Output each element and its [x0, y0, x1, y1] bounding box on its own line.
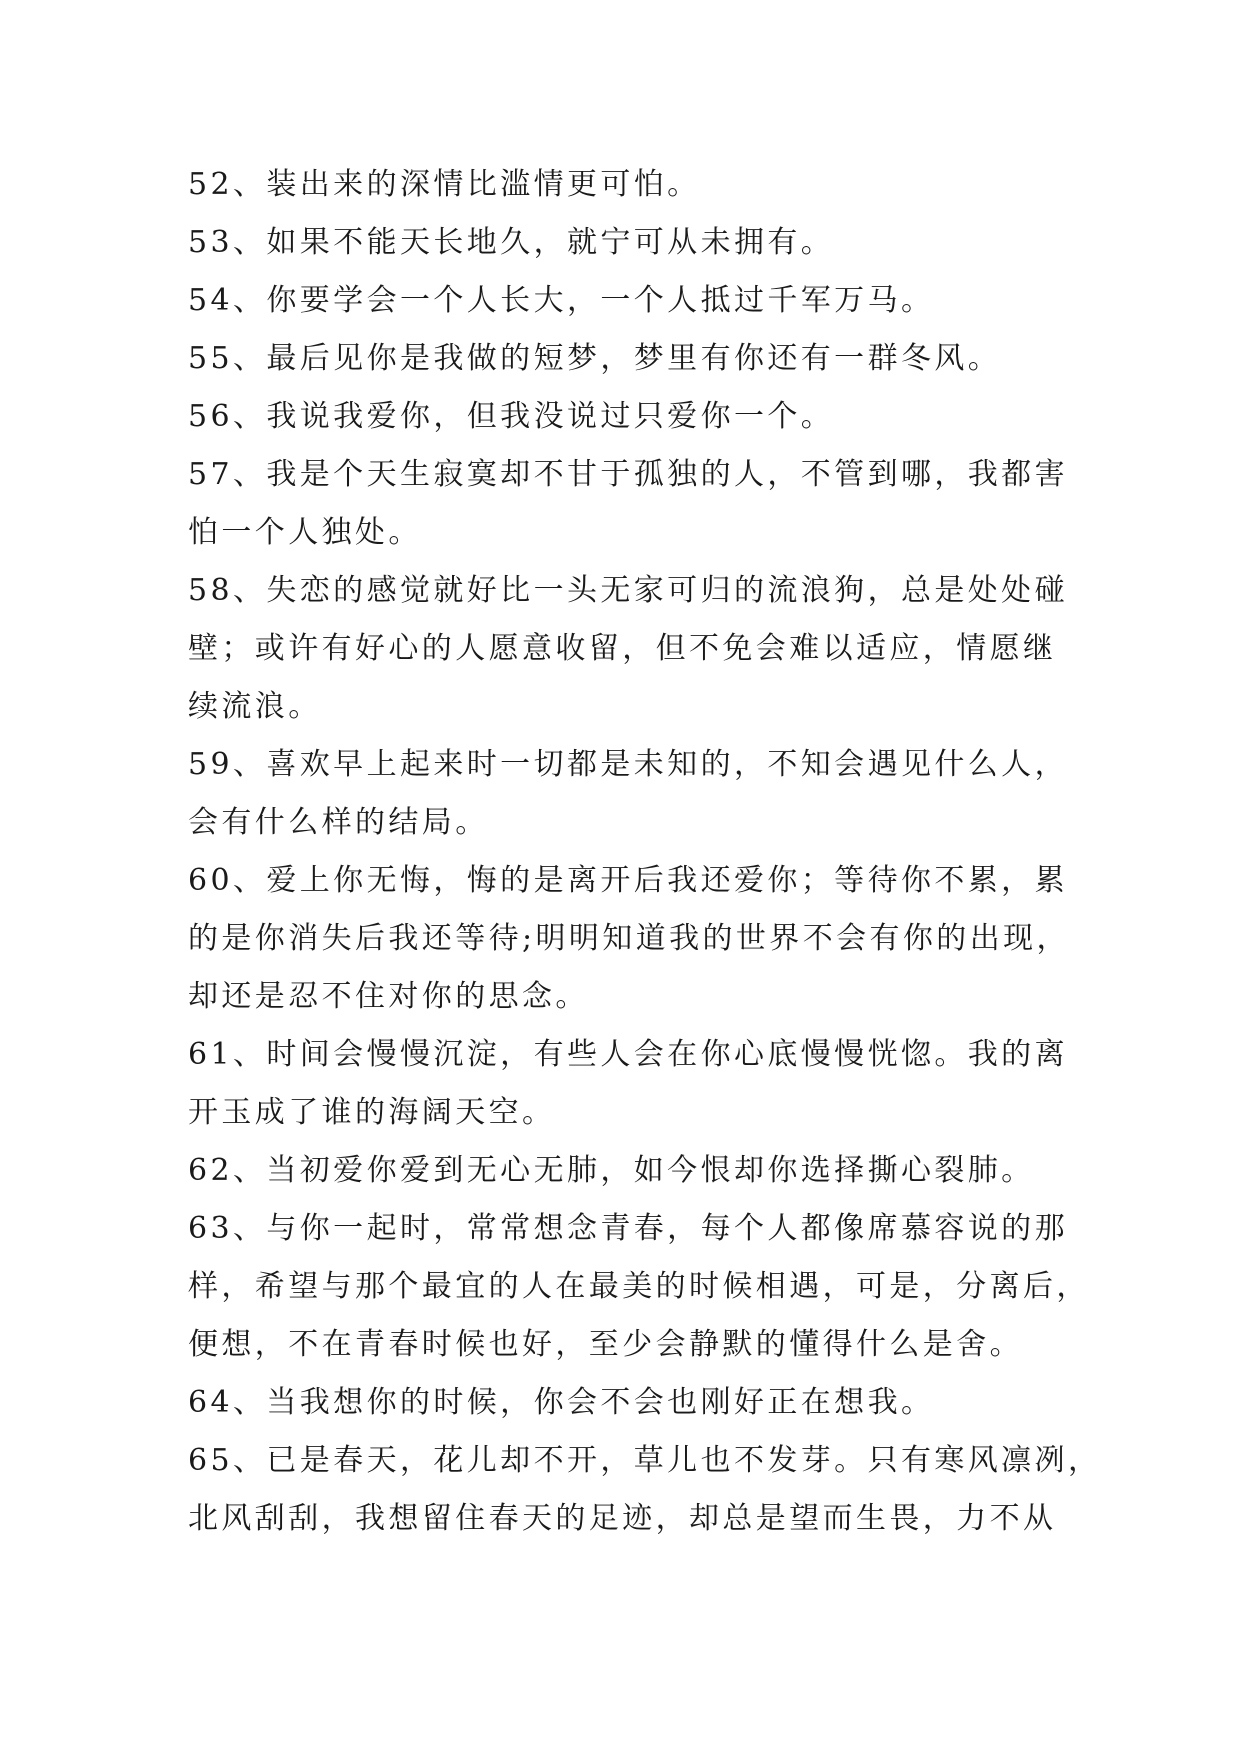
text-line: 北风刮刮，我想留住春天的足迹，却总是望而生畏，力不从 [188, 1501, 1057, 1536]
text-line: 55、最后见你是我做的短梦，梦里有你还有一群冬风。 [188, 341, 1002, 376]
text-line: 57、我是个天生寂寞却不甘于孤独的人，不管到哪，我都害 [188, 457, 1068, 492]
text-line: 56、我说我爱你，但我没说过只爱你一个。 [188, 399, 835, 434]
text-line: 样，希望与那个最宜的人在最美的时候相遇，可是，分离后， [188, 1269, 1090, 1304]
text-line: 53、如果不能天长地久，就宁可从未拥有。 [188, 225, 835, 260]
text-line: 开玉成了谁的海阔天空。 [188, 1095, 556, 1130]
text-line: 64、当我想你的时候，你会不会也刚好正在想我。 [188, 1385, 935, 1420]
text-line: 的是你消失后我还等待;明明知道我的世界不会有你的出现， [188, 921, 1070, 956]
text-line: 60、爱上你无悔，悔的是离开后我还爱你；等待你不累，累 [188, 863, 1068, 898]
text-line: 59、喜欢早上起来时一切都是未知的，不知会遇见什么人， [188, 747, 1068, 782]
text-line: 续流浪。 [188, 689, 322, 724]
text-line: 63、与你一起时，常常想念青春，每个人都像席慕容说的那 [188, 1211, 1068, 1246]
text-line: 便想，不在青春时候也好，至少会静默的懂得什么是舍。 [188, 1327, 1023, 1362]
text-line: 怕一个人独处。 [188, 515, 422, 550]
text-line: 62、当初爱你爱到无心无肺，如今恨却你选择撕心裂肺。 [188, 1153, 1035, 1188]
text-line: 54、你要学会一个人长大，一个人抵过千军万马。 [188, 283, 935, 318]
text-line: 65、已是春天，花儿却不开，草儿也不发芽。只有寒风凛冽， [188, 1443, 1102, 1478]
text-line: 58、失恋的感觉就好比一头无家可归的流浪狗，总是处处碰 [188, 573, 1068, 608]
text-line: 却还是忍不住对你的思念。 [188, 979, 589, 1014]
text-line: 壁；或许有好心的人愿意收留，但不免会难以适应，情愿继 [188, 631, 1057, 666]
text-line: 52、装出来的深情比滥情更可怕。 [188, 167, 701, 202]
document-body [188, 156, 1102, 1548]
text-line: 会有什么样的结局。 [188, 805, 489, 840]
text-line: 61、时间会慢慢沉淀，有些人会在你心底慢慢恍惚。我的离 [188, 1037, 1068, 1072]
